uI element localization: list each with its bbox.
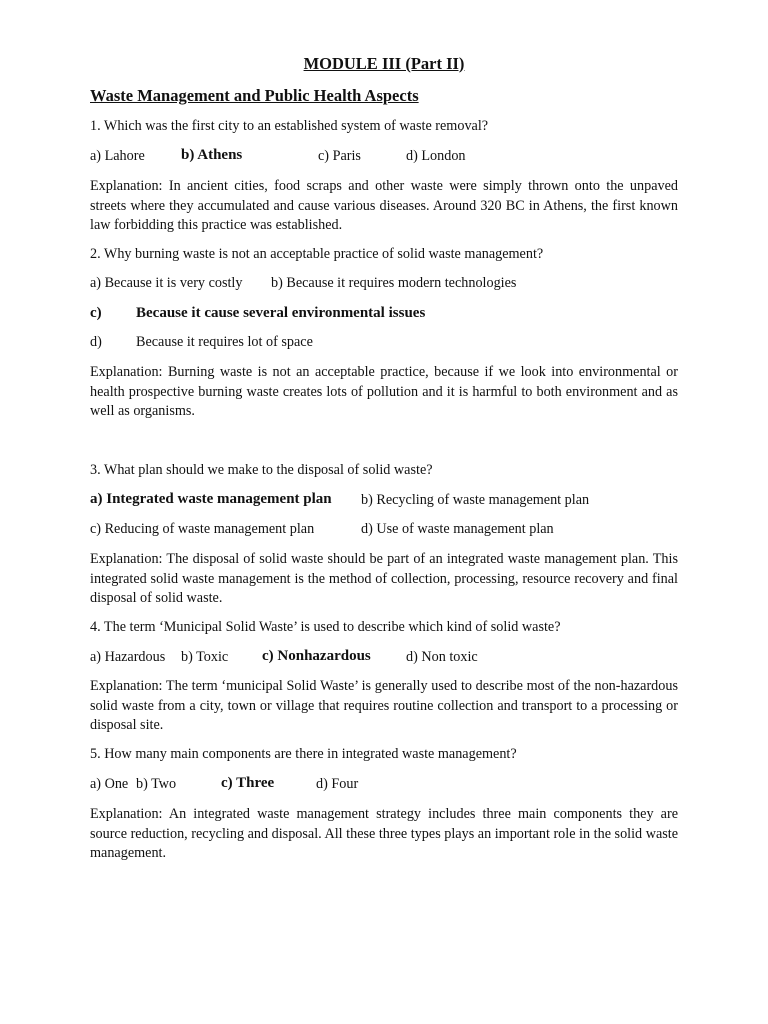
q2-option-d-letter: d)	[90, 334, 102, 350]
question-4-text: 4. The term ‘Municipal Solid Waste’ is used to describe which kind of solid waste?	[90, 619, 561, 635]
q4-explanation: Explanation: The term ‘municipal Solid Waste’ is generally used to describe most of the non-hazardous solid waste from a city, town or village that requires routine collection and transport to a processing or disposal site.	[90, 678, 678, 734]
q4-option-a: a) Hazardous	[90, 649, 166, 665]
q3-option-c: c) Reducing of waste management plan	[90, 521, 315, 537]
q3-explanation: Explanation: The disposal of solid waste should be part of an integrated waste management plan. This integrated solid waste management is the method of collection, processing, resource recovery and final disposal of solid waste.	[90, 551, 678, 607]
q4-option-c: c) Nonhazardous	[262, 648, 371, 664]
q3-option-d: d) Use of waste management plan	[361, 521, 554, 537]
q2-option-c-letter: c)	[90, 305, 102, 321]
q2-explanation: Explanation: Burning waste is not an acceptable practice, because if we look into environmental or health prospective burning waste creates lots of pollution and it is harmful to both environment and as well as organisms.	[90, 364, 678, 420]
q1-option-a: a) Lahore	[90, 148, 145, 164]
module-title: MODULE III (Part II)	[303, 54, 465, 73]
q3-option-a: a) Integrated waste management plan	[90, 491, 332, 507]
q5-explanation: Explanation: An integrated waste management strategy includes three main components they are source reduction, recycling and disposal. All these three types plays an important role in the solid waste management.	[90, 806, 678, 862]
q4-option-b: b) Toxic	[181, 649, 229, 665]
q2-option-d-text: Because it requires lot of space	[136, 334, 313, 350]
section-heading: Waste Management and Public Health Aspects	[90, 86, 419, 105]
q2-option-b: b) Because it requires modern technologies	[271, 275, 517, 291]
question-2-text: 2. Why burning waste is not an acceptable practice of solid waste management?	[90, 246, 544, 262]
question-3-text: 3. What plan should we make to the disposal of solid waste?	[90, 462, 433, 478]
q1-option-c: c) Paris	[318, 148, 361, 164]
q2-option-c-text: Because it cause several environmental issues	[136, 305, 426, 321]
q3-option-b: b) Recycling of waste management plan	[361, 492, 590, 508]
q5-option-b: b) Two	[136, 776, 177, 792]
q5-option-d: d) Four	[316, 776, 359, 792]
q1-option-b: b) Athens	[181, 147, 243, 163]
q4-option-d: d) Non toxic	[406, 649, 478, 665]
q1-option-d: d) London	[406, 148, 466, 164]
q5-option-c: c) Three	[221, 775, 275, 791]
q2-option-a: a) Because it is very costly	[90, 275, 243, 291]
q5-option-a: a) One	[90, 776, 129, 792]
question-5-text: 5. How many main components are there in integrated waste management?	[90, 746, 517, 762]
question-1-text: 1. Which was the first city to an established system of waste removal?	[90, 118, 489, 134]
q1-explanation: Explanation: In ancient cities, food scraps and other waste were simply thrown onto the unpaved streets where they accumulated and cause various diseases. Around 320 BC in Athens, the first known law forbidding this practice was established.	[90, 178, 678, 234]
